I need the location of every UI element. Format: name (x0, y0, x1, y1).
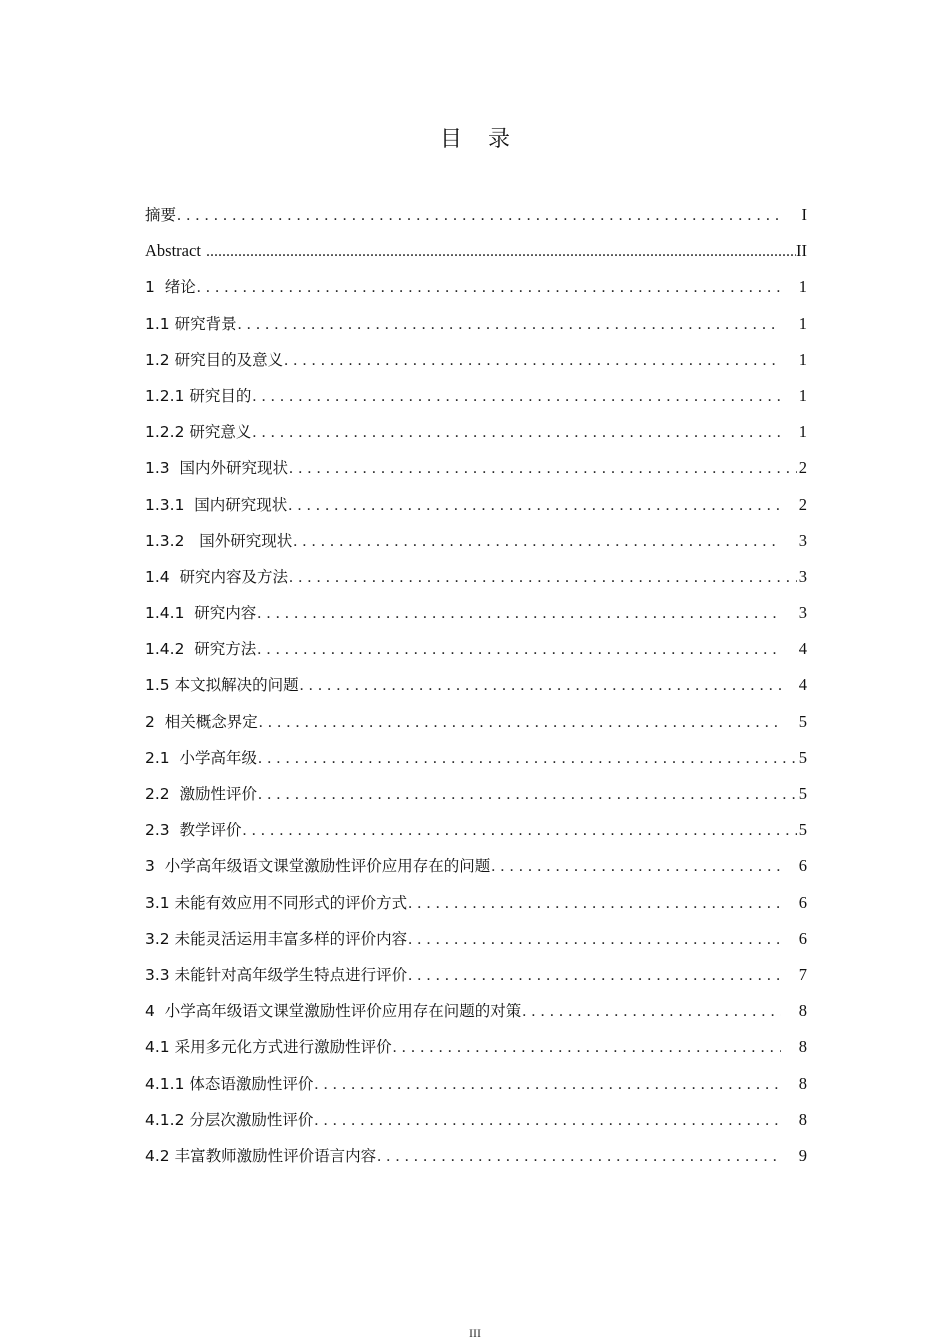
toc-entry-label: 2.3 教学评价 (145, 821, 242, 840)
toc-entry[interactable] (145, 381, 807, 417)
toc-entry-label: 1 绪论 (145, 278, 196, 297)
toc-dot-leader (176, 201, 781, 231)
toc-dot-leader (256, 635, 781, 665)
toc-entry[interactable] (145, 888, 807, 924)
toc-entry-page: 5 (798, 711, 807, 731)
toc-dot-leader (407, 889, 781, 919)
toc-dot-leader (257, 780, 797, 810)
toc-entry-label: 3.2 未能灵活运用丰富多样的评价内容 (145, 929, 408, 948)
toc-entry-page: 8 (798, 1037, 807, 1057)
toc-entry[interactable] (145, 1141, 807, 1177)
toc-entry[interactable] (145, 960, 807, 996)
toc-dot-leader (256, 599, 781, 629)
toc-entry-page: 8 (798, 1001, 807, 1021)
toc-entry-page: 5 (798, 747, 807, 767)
toc-entry-label: 4.1.1 体态语激励性评价 (145, 1074, 314, 1093)
toc-dot-leader (257, 744, 797, 774)
toc-dot-leader (196, 273, 781, 303)
toc-entry[interactable] (145, 996, 807, 1032)
toc-dot-leader (521, 997, 781, 1027)
toc-entry-page: 3 (798, 603, 807, 623)
toc-entry-page: 4 (798, 639, 807, 659)
toc-entry-page: 7 (798, 964, 807, 984)
toc-entry-page: 6 (798, 928, 807, 948)
toc-entry[interactable] (145, 924, 807, 960)
toc-dot-leader (258, 708, 781, 738)
toc-entry[interactable] (145, 236, 807, 272)
toc-entry-page: 8 (798, 1109, 807, 1129)
toc-entry-label: 4.1.2 分层次激励性评价 (145, 1110, 314, 1129)
page-title: 目录 (439, 127, 536, 152)
toc-entry[interactable] (145, 634, 807, 670)
toc-entry[interactable] (145, 490, 807, 526)
toc-entry[interactable] (145, 1069, 807, 1105)
toc-entry-label: 3.1 未能有效应用不同形式的评价方式 (145, 893, 408, 912)
toc-entry-label: 1.3 国内外研究现状 (145, 459, 289, 478)
toc-dot-leader (376, 1142, 781, 1172)
toc-entry[interactable] (145, 272, 807, 308)
toc-entry[interactable] (145, 851, 807, 887)
toc-entry[interactable] (145, 1105, 807, 1141)
toc-entry-label: 2.2 激励性评价 (145, 785, 258, 803)
toc-dot-leader (292, 527, 781, 557)
toc-dot-leader (205, 237, 796, 267)
toc-entry[interactable] (145, 707, 807, 743)
toc-entry-label: 4.2 丰富教师激励性评价语言内容 (145, 1146, 377, 1165)
toc-entry-label: 3 小学高年级语文课堂激励性评价应用存在的问题 (145, 857, 491, 876)
toc-entry-page: 2 (798, 494, 807, 514)
toc-entry[interactable] (145, 309, 807, 345)
toc-dot-leader (242, 816, 797, 846)
toc-entry-label: 1.3.2 国外研究现状 (145, 531, 293, 550)
toc-entry-label: 1.4.2 研究方法 (145, 640, 257, 659)
toc-entry[interactable] (145, 670, 807, 706)
toc-entry[interactable] (145, 1032, 807, 1068)
toc-entry[interactable] (145, 345, 807, 381)
toc-entry[interactable] (145, 200, 807, 236)
page-number: III (469, 1326, 481, 1340)
toc-entry[interactable] (145, 453, 807, 489)
toc-entry-page: I (801, 205, 807, 224)
toc-dot-leader (283, 346, 781, 376)
toc-dot-leader (251, 418, 781, 448)
toc-entry[interactable] (145, 417, 807, 453)
toc-entry[interactable] (145, 598, 807, 634)
toc-dot-leader (287, 491, 781, 521)
toc-entry-label: 1.4.1 研究内容 (145, 604, 257, 623)
toc-entry-label: 4.1 采用多元化方式进行激励性评价 (145, 1038, 392, 1057)
toc-dot-leader (288, 454, 797, 484)
toc-entry-page: II (796, 241, 807, 261)
toc-entry-page: 1 (798, 313, 807, 333)
toc-dot-leader (407, 925, 781, 955)
toc-entry-page: 1 (798, 277, 807, 297)
toc-entry-label: Abstract (145, 241, 206, 261)
toc-dot-leader (490, 852, 781, 882)
toc-entry-page: 3 (798, 566, 807, 586)
toc-entry-label: 1.2 研究目的及意义 (145, 350, 284, 369)
toc-entry-page: 5 (798, 820, 807, 840)
toc-entry-page: 6 (798, 892, 807, 912)
toc-entry-label: 4 小学高年级语文课堂激励性评价应用存在问题的对策 (145, 1002, 522, 1021)
toc-entry-page: 1 (798, 385, 807, 405)
toc-entry[interactable] (145, 526, 807, 562)
toc-dot-leader (407, 961, 781, 991)
toc-dot-leader (392, 1033, 781, 1063)
table-of-contents (145, 200, 807, 1177)
toc-entry-page: 1 (798, 349, 807, 369)
toc-entry[interactable] (145, 779, 807, 815)
toc-dot-leader (299, 671, 781, 701)
toc-entry[interactable] (145, 743, 807, 779)
toc-entry[interactable] (145, 815, 807, 851)
toc-entry-label: 1.3.1 国内研究现状 (145, 495, 288, 514)
toc-entry-label: 1.1 研究背景 (145, 314, 237, 333)
toc-entry-page: 8 (798, 1073, 807, 1093)
toc-entry-page: 9 (798, 1145, 807, 1165)
toc-entry[interactable] (145, 562, 807, 598)
toc-dot-leader (288, 563, 797, 593)
toc-entry-label: 1.4 研究内容及方法 (145, 567, 289, 586)
toc-entry-label: 3.3 未能针对高年级学生特点进行评价 (145, 965, 408, 984)
toc-entry-label: 1.2.1 研究目的 (145, 386, 252, 405)
toc-entry-page: 1 (798, 422, 807, 442)
toc-entry-page: 2 (798, 458, 807, 478)
toc-entry-label: 摘要 (145, 206, 177, 224)
toc-entry-page: 6 (798, 856, 807, 876)
toc-dot-leader (313, 1070, 781, 1100)
toc-dot-leader (313, 1106, 781, 1136)
toc-entry-label: 1.5 本文拟解决的问题 (145, 676, 299, 695)
toc-dot-leader (237, 310, 781, 340)
toc-entry-label: 2.1 小学高年级 (145, 748, 258, 767)
toc-entry-label: 2 相关概念界定 (145, 712, 258, 731)
toc-entry-label: 1.2.2 研究意义 (145, 423, 252, 442)
toc-dot-leader (251, 382, 781, 412)
toc-entry-page: 4 (798, 675, 807, 695)
toc-entry-page: 3 (798, 530, 807, 550)
toc-entry-page: 5 (798, 784, 807, 803)
